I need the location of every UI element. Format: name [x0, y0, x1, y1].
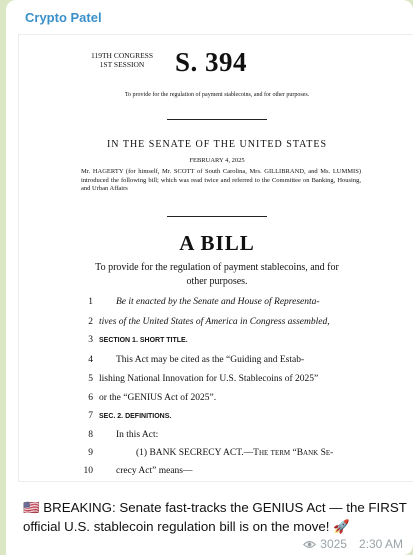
message-text — [23, 498, 409, 536]
chamber-heading: IN THE SENATE OF THE UNITED STATES — [106, 139, 328, 150]
bill-line: (1) BANK SECRECY ACT.—The term “Bank Se- — [136, 448, 334, 458]
line-number: 6 — [88, 393, 93, 403]
bill-line: or the “GENIUS Act of 2025”. — [99, 393, 217, 403]
bill-line: In this Act: — [116, 430, 159, 440]
line-number: 7 — [88, 411, 93, 421]
line-number: 8 — [88, 430, 93, 440]
bill-number: S. 394 — [175, 47, 248, 77]
message-meta — [303, 537, 403, 551]
eye-icon — [303, 540, 316, 549]
section-heading: SECTION 1. SHORT TITLE. — [99, 337, 188, 344]
bill-purpose: To provide for the regulation of payment stablecoins, and for other purposes. — [95, 262, 339, 287]
bill-date: FEBRUARY 4, 2025 — [189, 157, 245, 164]
congress-label — [82, 51, 162, 69]
message-body: BREAKING: Senate fast-tracks the GENIUS Act — the FIRST official U.S. stablecoin regulation bill is on the move! — [23, 500, 407, 534]
bill-heading: A BILL — [179, 231, 255, 255]
divider — [167, 119, 267, 120]
congress-line-2: 1ST SESSION — [99, 60, 145, 69]
bill-line: crecy Act” means— — [116, 466, 193, 476]
rocket-icon: 🚀 — [333, 519, 350, 534]
line-number: 3 — [88, 335, 93, 345]
bill-purpose-short: To provide for the regulation of payment stablecoins, and for other purposes. — [124, 92, 310, 98]
message-time: 2:30 AM — [358, 537, 403, 551]
bill-line: tives of the United States of America in Congress assembled, — [99, 317, 330, 327]
bill-line: Be it enacted by the Senate and House of Representa- — [116, 297, 320, 307]
congress-line-1: 119TH CONGRESS — [90, 51, 154, 60]
bill-intro: Mr. HAGERTY (for himself, Mr. SCOTT of South Carolina, Mrs. GILLIBRAND, and Ms. LUMMIS) introduced the following bill; which was read twice and referred to the Committee on Banking, Housing, and Urban Affairs — [81, 168, 361, 192]
bill-document-image[interactable] — [18, 34, 413, 482]
line-number: 10 — [83, 466, 93, 476]
line-number: 4 — [88, 355, 93, 365]
line-number: 5 — [88, 374, 93, 384]
bill-line: This Act may be cited as the “Guiding and Estab- — [116, 355, 305, 365]
divider — [167, 216, 267, 217]
line-number: 2 — [88, 317, 93, 327]
section-heading: SEC. 2. DEFINITIONS. — [99, 413, 172, 420]
message-bubble — [6, 0, 413, 555]
bill-line: lishing National Innovation for U.S. Stablecoins of 2025” — [99, 374, 319, 384]
line-number: 9 — [88, 448, 93, 458]
view-count: 3025 — [320, 537, 347, 551]
line-number: 1 — [88, 297, 93, 307]
us-flag-icon: 🇺🇸 — [23, 500, 40, 515]
channel-name[interactable]: Crypto Patel — [25, 10, 102, 25]
